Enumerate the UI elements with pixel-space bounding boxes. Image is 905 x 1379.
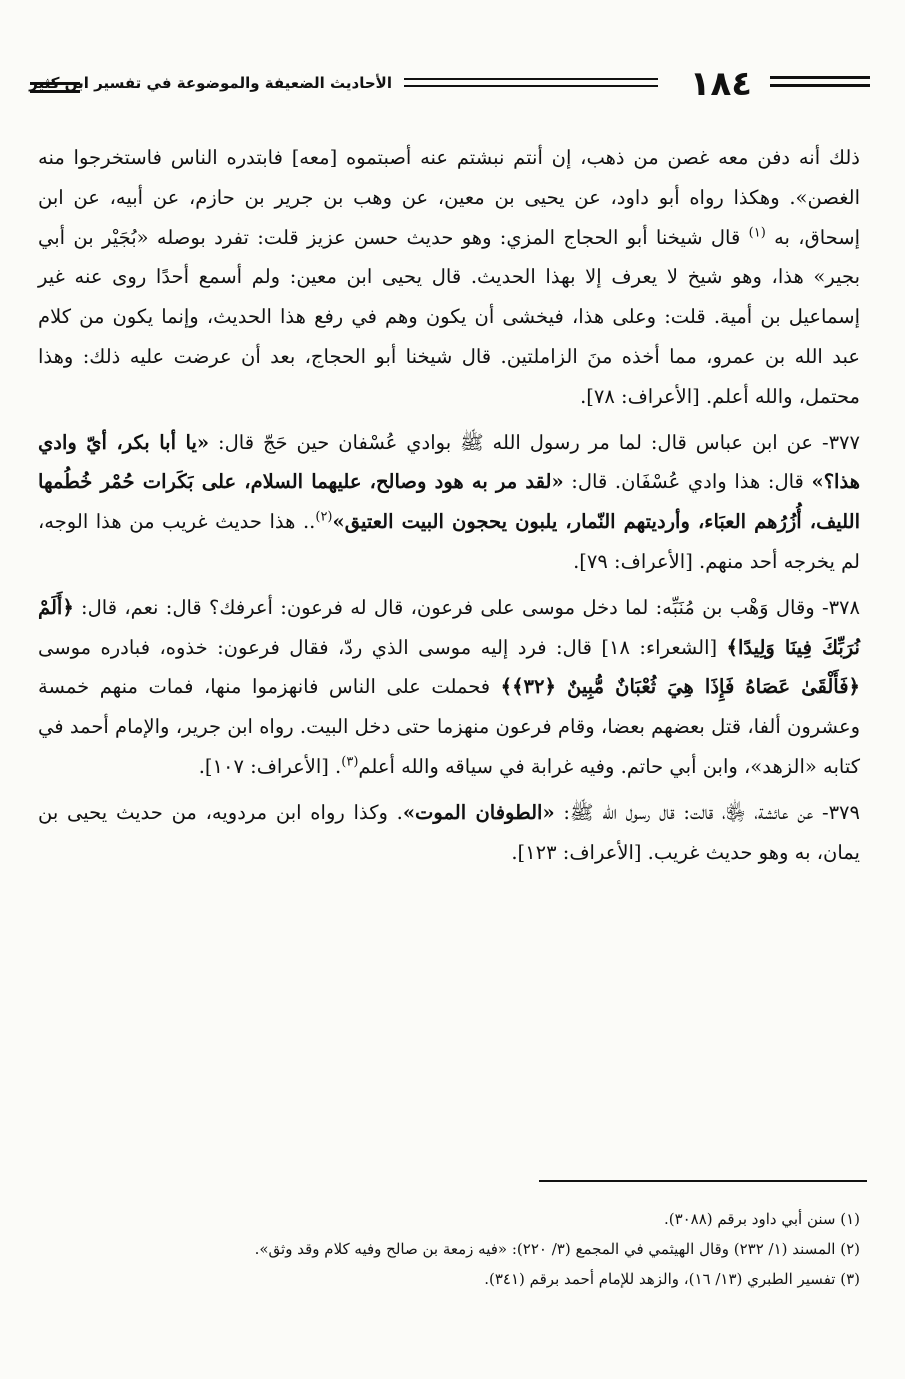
para378-d: . [الأعراف: ١٠٧]. [198, 754, 342, 778]
paragraph-377 [38, 423, 860, 582]
header-rule-middle [404, 78, 658, 87]
para377-quote2: «لقد مر به هود وصالح، عليهما السلام، على بَكَرات حُمْر خُطُمها الليف، أُزُرُهم العبَاء، وأرديتهم النّمار، يلبون يحجون البيت العتيق» [38, 470, 860, 534]
para377-quote1: «يا أبا بكر، أيّ وادي هذا؟» [38, 430, 860, 494]
page-header [30, 62, 870, 106]
para378-c: فحملت على الناس فانهزموا منها، فمات منهم خمسة وعشرون ألفا، قتل بعضهم بعضا، وقام فرعون منهزما حتى دخل البيت. رواه ابن جرير، والإمام أحمد في كتابه «الزهد»، وابن أبي حاتم. وفيه غرابة في سياقه والله أعلم [38, 675, 860, 778]
para379-a: ٣٧٩- عن عائشة، ﵂، قالت: قال رسول الله ﷺ: [554, 800, 860, 824]
footnotes [38, 1204, 860, 1294]
para378-b: [الشعراء: ١٨] قال: فرد إليه موسى الذي ردّ، فقال فرعون: خذوه، فبادره موسى [38, 635, 727, 659]
page-number: ١٨٤ [689, 64, 752, 104]
footnote-ref-1[interactable]: (١) [748, 225, 766, 241]
para378-ayah2: ﴿فَأَلْقَىٰ عَصَاهُ فَإِذَا هِيَ ثُعْبَانٌ مُّبِينٌ ﴿٣٢﴾﴾ [500, 675, 860, 699]
paragraph-1 [38, 138, 860, 417]
footnote-ref-3[interactable]: (٣) [341, 754, 359, 770]
main-text [38, 138, 860, 872]
paragraph-378 [38, 588, 860, 787]
para377-mid: قال: هذا وادي عُسْفَان. قال: [563, 470, 812, 494]
running-title: الأحاديث الضعيفة والموضوعة في تفسير ابن كثير [29, 74, 392, 92]
para1-text: ذلك أنه دفن معه غصن من ذهب، إن أنتم نبشتم عنه أصبتموه [معه] فابتدره الناس فاستخرجوا منه الغصن». وهكذا رواه أبو داود، عن يحيى بن معين، عن وهب بن جرير بن حازم، عن أبيه، عن ابن إسحاق، به [38, 146, 860, 249]
para1-text-b: قال شيخنا أبو الحجاج المزي: وهو حديث حسن عزيز قلت: تفرد بوصله «بُجَيْر بن أبي بجير» هذا، وهو شيخ لا يعرف إلا بهذا الحديث. قال يحيى ابن معين: ولم أسمع أحدًا روى عنه غير إسماعيل بن أمية. قلت: وعلى هذا، فيخشى أن يكون وهم في رفع هذا الحديث، وإنما يكون من كلام عبد الله بن عمرو، مما أخذه منَ الزاملتين. قال شيخنا أبو الحجاج، بعد أن عرضت عليه ذلك: وهذا محتمل، والله أعلم. [الأعراف: ٧٨]. [38, 225, 860, 408]
para378-ayah1: ﴿أَلَمْ نُرَبِّكَ فِينَا وَلِيدًا﴾ [38, 595, 860, 659]
footnote-ref-2[interactable]: (٢) [315, 509, 333, 525]
para377-end: .. هذا حديث غريب من هذا الوجه، لم يخرجه أحد منهم. [الأعراف: ٧٩]. [38, 510, 860, 573]
header-rule-right [770, 76, 870, 87]
footnote-3: (٣) تفسير الطبري (١٣/ ١٦)، والزهد للإمام أحمد برقم (٣٤١). [484, 1270, 860, 1288]
header-rule-left [30, 82, 80, 93]
footnote-1: (١) سنن أبي داود برقم (٣٠٨٨). [663, 1210, 860, 1228]
para377-intro: ٣٧٧- عن ابن عباس قال: لما مر رسول الله ﷺ بوادي عُسْفان حين حَجّ قال: [209, 430, 860, 454]
footnote-separator [539, 1180, 867, 1182]
para378-a: ٣٧٨- وقال وَهْب بن مُنَبِّه: لما دخل موسى على فرعون، قال له فرعون: أعرفك؟ قال: نعم، قال: [73, 595, 860, 619]
footnote-2: (٢) المسند (١/ ٢٣٢) وقال الهيثمي في المجمع (٣/ ٢٢٠): «فيه زمعة بن صالح وفيه كلام وقد وثق». [254, 1240, 860, 1258]
paragraph-379 [38, 793, 860, 873]
para379-quote: «الطوفان الموت» [402, 800, 555, 824]
para379-b: . وكذا رواه ابن مردويه، من حديث يحيى بن يمان، به وهو حديث غريب. [الأعراف: ١٢٣]. [38, 800, 860, 864]
